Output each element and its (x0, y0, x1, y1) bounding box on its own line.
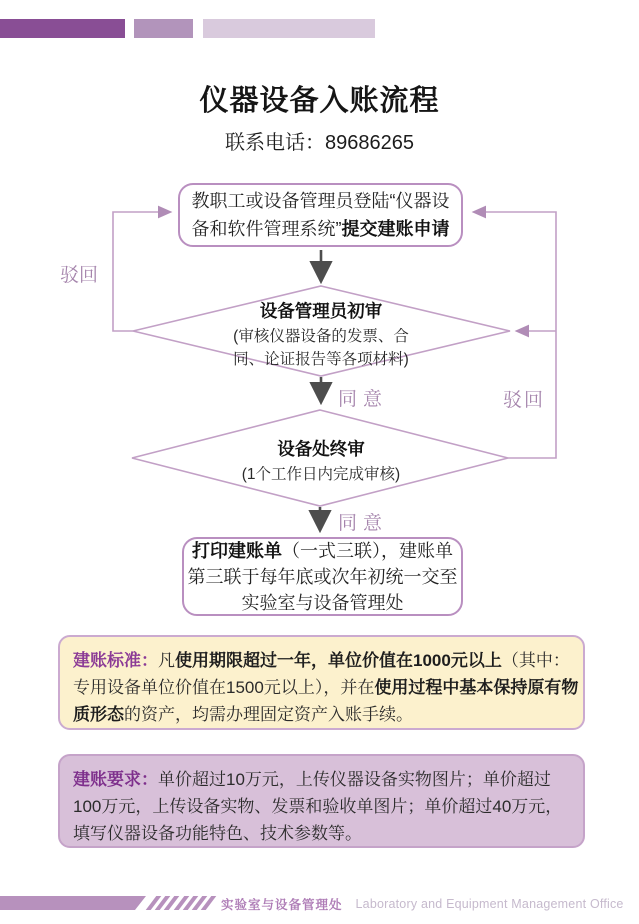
contact-label: 联系电话： (225, 132, 325, 154)
reject-loop-left-connector (113, 212, 170, 331)
first-review-subtitle: (审核仪器设备的发票、合同、论证报告等各项材料) (233, 328, 409, 368)
edge-label-reject-right: 驳回 (503, 390, 546, 411)
edge-label-agree-upper: 同意 (338, 389, 389, 410)
print-line3: 实验室与设备管理处 (241, 592, 404, 613)
edge-label-agree-lower: 同意 (338, 513, 389, 534)
flow-node-final-review-label (170, 436, 472, 487)
print-bold: 打印建账单 (192, 540, 282, 561)
contact-phone: 89686265 (325, 132, 414, 154)
edge-label-reject-left: 驳回 (60, 265, 99, 286)
flow-node-first-review-label (170, 298, 472, 371)
footer-accent-bar (0, 896, 146, 910)
note-account-standard: 建账标准：凡使用期限超过一年，单位价值在1000元以上（其中：专用设备单位价值在1500元以上），并在使用过程中基本保持原有物质形态的资产，均需办理固定资产入账手续。 (58, 635, 585, 730)
flow-node-print (182, 537, 463, 616)
final-review-subtitle: (1个工作日内完成审核) (241, 466, 401, 483)
note-standard-heading: 建账标准： (73, 651, 158, 670)
note-account-requirement (58, 754, 585, 848)
footer-office-name (221, 896, 624, 911)
note-requirement-heading: 建账要求： (73, 770, 158, 789)
first-review-title: 设备管理员初审 (259, 301, 383, 321)
print-line2: 第三联于每年底或次年初统一交至 (187, 566, 458, 587)
apply-submit-bold: 提交建账申请 (341, 219, 450, 239)
page-title: 仪器设备入账流程 (199, 85, 440, 117)
footer-dept-en: Laboratory and Equipment Management Office (355, 896, 624, 911)
apply-line1: 教职工或设备管理员登陆“仪器设 (191, 191, 450, 211)
final-review-title: 设备处终审 (277, 439, 365, 459)
apply-line2: 备和软件管理系统”提交建账申请 (191, 219, 450, 239)
footer-slash-stripes (151, 896, 211, 910)
print-line1: 打印建账单（一式三联），建账单 (192, 540, 453, 561)
flow-node-apply (178, 183, 463, 247)
note-requirement-body: 单价超过10万元，上传仪器设备实物图片；单价超过100万元，上传设备实物、发票和验收单图片；单价超过40万元，填写仪器设备功能特色、技术参数等。 (73, 770, 563, 843)
footer-dept-zh: 实验室与设备管理处 (221, 897, 343, 912)
